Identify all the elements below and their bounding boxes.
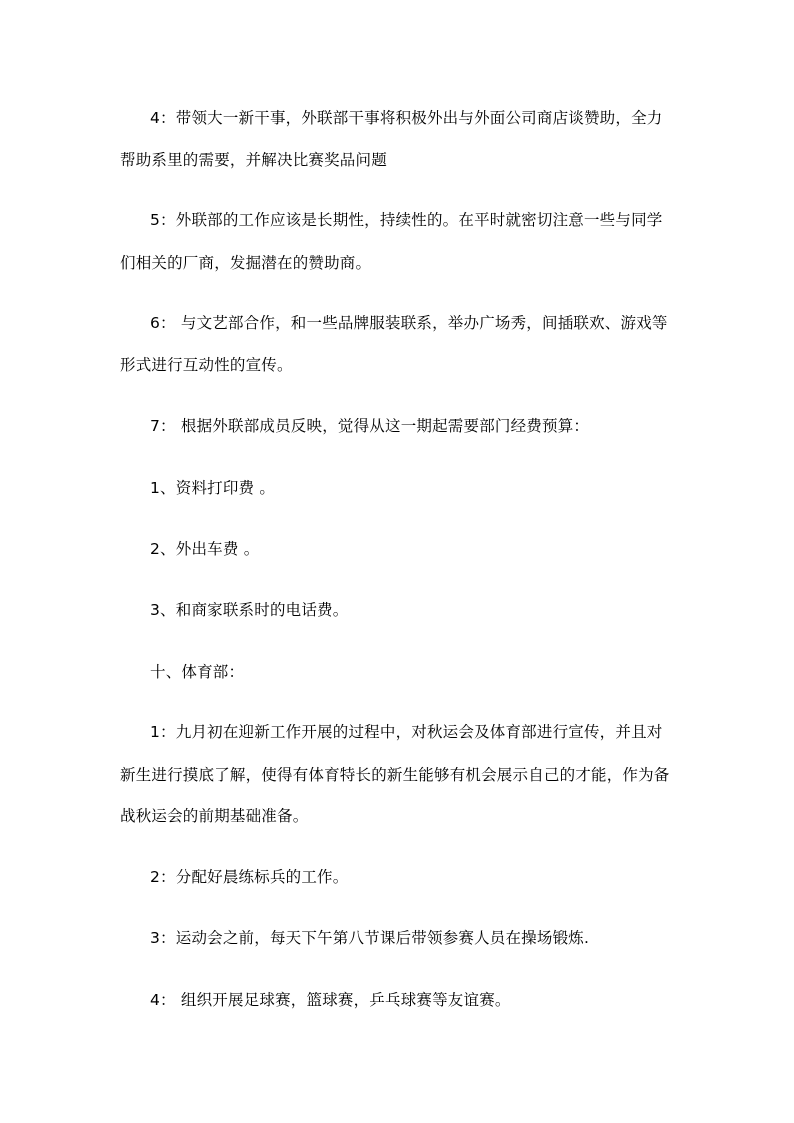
paragraph-line: 们相关的厂商，发掘潜在的赞助商。 [120, 254, 372, 272]
paragraph-line: 新生进行摸底了解，使得有体育特长的新生能够有机会展示自己的才能，作为备 [120, 766, 670, 784]
paragraph-line: 4： 组织开展足球赛，篮球赛，乒乓球赛等友谊赛。 [150, 991, 511, 1009]
paragraph-line: 战秋运会的前期基础准备。 [120, 807, 309, 825]
paragraph-line: 3：运动会之前，每天下午第八节课后带领参赛人员在操场锻炼. [150, 929, 590, 947]
list-item: 1、资料打印费 。 [150, 479, 276, 497]
paragraph-line: 形式进行互动性的宣传。 [120, 356, 293, 374]
paragraph-line: 5：外联部的工作应该是长期性，持续性的。在平时就密切注意一些与同学 [150, 211, 663, 229]
paragraph-line: 4：带领大一新干事，外联部干事将积极外出与外面公司商店谈赞助，全力 [150, 109, 663, 127]
paragraph-line: 6： 与文艺部合作，和一些品牌服装联系，举办广场秀，间插联欢、游戏等 [150, 314, 668, 332]
paragraph-line: 2：分配好晨练标兵的工作。 [150, 868, 349, 886]
paragraph-line: 1：九月初在迎新工作开展的过程中，对秋运会及体育部进行宣传，并且对 [150, 723, 663, 741]
list-item: 2、外出车费 。 [150, 540, 260, 558]
section-heading: 十、体育部： [150, 663, 245, 681]
paragraph-line: 7： 根据外联部成员反映，觉得从这一期起需要部门经费预算： [150, 417, 590, 435]
list-item: 3、和商家联系时的电话费。 [150, 601, 349, 619]
paragraph-line: 帮助系里的需要，并解决比赛奖品问题 [120, 151, 387, 169]
